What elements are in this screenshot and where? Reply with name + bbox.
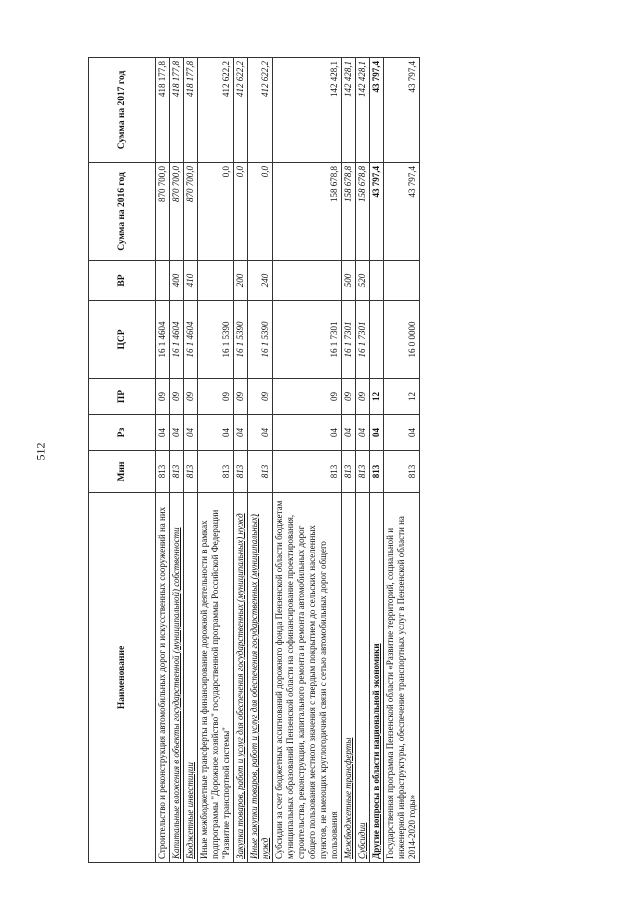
table-row (342, 58, 356, 863)
cell-pr: 09 (156, 379, 170, 415)
cell-rz: 04 (234, 415, 248, 451)
cell-pr: 09 (198, 379, 234, 415)
cell-sum-2016: 43 797,4 (370, 163, 384, 261)
cell-rz: 04 (170, 415, 184, 451)
cell-sum-2016: 870 700,0 (170, 163, 184, 261)
cell-rz: 04 (184, 415, 198, 451)
cell-csr: 16 1 4604 (170, 301, 184, 379)
cell-vr (384, 261, 420, 301)
page-number: 512 (33, 442, 48, 461)
table-row (170, 58, 184, 863)
table-row (198, 58, 234, 863)
cell-csr: 16 1 5390 (248, 301, 273, 379)
cell-name: Другие вопросы в области национальной экономики (370, 493, 384, 863)
cell-sum-2017: 412 622,2 (248, 58, 273, 163)
cell-name: Субсидии за счет бюджетных ассигнований дорожного фонда Пензенской области бюджетам муниципальных образований Пензенской области на софинансирование проектирования, строительства, реконструкции, капитального ремонта и ремонта автомобильных дорог общего пользования местного значения с твердым покрытием до сельских населенных пунктов, не имеющих круглогодичной связи с сетью автомобильных дорог общего пользования (273, 493, 342, 863)
cell-min: 813 (370, 451, 384, 493)
cell-sum-2017: 43 797,4 (370, 58, 384, 163)
header-rz: Рз (89, 415, 156, 451)
cell-min: 813 (273, 451, 342, 493)
table-header-row (89, 58, 156, 863)
cell-name: Межбюджетные трансферты (342, 493, 356, 863)
cell-pr: 09 (342, 379, 356, 415)
cell-name: Бюджетные инвестиции (184, 493, 198, 863)
cell-vr: 410 (184, 261, 198, 301)
cell-rz: 04 (156, 415, 170, 451)
cell-vr: 400 (170, 261, 184, 301)
cell-csr: 16 1 7301 (356, 301, 370, 379)
cell-pr: 09 (356, 379, 370, 415)
cell-min: 813 (342, 451, 356, 493)
cell-sum-2017: 142 428,1 (273, 58, 342, 163)
cell-pr: 09 (273, 379, 342, 415)
cell-sum-2016: 158 678,8 (273, 163, 342, 261)
cell-pr: 09 (248, 379, 273, 415)
cell-sum-2016: 870 700,0 (156, 163, 170, 261)
cell-sum-2016: 158 678,8 (342, 163, 356, 261)
cell-sum-2017: 418 177,8 (156, 58, 170, 163)
budget-table-container (88, 58, 541, 863)
cell-name: Строительство и реконструкция автомобильных дорог и искусственных сооружений на них (156, 493, 170, 863)
cell-vr (273, 261, 342, 301)
cell-sum-2016: 870 700,0 (184, 163, 198, 261)
cell-vr (198, 261, 234, 301)
cell-vr: 200 (234, 261, 248, 301)
cell-min: 813 (184, 451, 198, 493)
cell-rz: 04 (384, 415, 420, 451)
cell-sum-2017: 142 428,1 (356, 58, 370, 163)
cell-name: Иные межбюджетные трансферты на финансирование дорожной деятельности в рамках подпрограммы "Дорожное хозяйство" государственной программы Российской Федерации "Развитие транспортной системы" (198, 493, 234, 863)
table-row (384, 58, 420, 863)
cell-pr: 12 (370, 379, 384, 415)
cell-name: Субсидии (356, 493, 370, 863)
header-sum-2016: Сумма на 2016 год (89, 163, 156, 261)
cell-rz: 04 (248, 415, 273, 451)
cell-sum-2017: 412 622,2 (198, 58, 234, 163)
cell-sum-2016: 0,0 (248, 163, 273, 261)
table-row (356, 58, 370, 863)
cell-vr: 520 (356, 261, 370, 301)
cell-csr: 16 1 5390 (234, 301, 248, 379)
header-min: Мин (89, 451, 156, 493)
cell-csr: 16 1 7301 (342, 301, 356, 379)
cell-pr: 09 (234, 379, 248, 415)
cell-csr: 16 1 4604 (184, 301, 198, 379)
cell-sum-2016: 158 678,8 (356, 163, 370, 261)
cell-rz: 04 (342, 415, 356, 451)
cell-vr (156, 261, 170, 301)
cell-min: 813 (234, 451, 248, 493)
cell-name: Закупка товаров, работ и услуг для обеспечения государственных (муниципальных) нужд (234, 493, 248, 863)
cell-min: 813 (156, 451, 170, 493)
cell-min: 813 (198, 451, 234, 493)
cell-sum-2017: 142 428,1 (342, 58, 356, 163)
cell-sum-2016: 0,0 (234, 163, 248, 261)
table-row (370, 58, 384, 863)
header-sum-2017: Сумма на 2017 год (89, 58, 156, 163)
cell-rz: 04 (198, 415, 234, 451)
cell-csr: 16 1 5390 (198, 301, 234, 379)
header-name: Наименование (89, 493, 156, 863)
cell-csr: 16 0 0000 (384, 301, 420, 379)
table-row (184, 58, 198, 863)
cell-vr (370, 261, 384, 301)
cell-min: 813 (384, 451, 420, 493)
cell-csr (370, 301, 384, 379)
table-row (248, 58, 273, 863)
cell-csr: 16 1 7301 (273, 301, 342, 379)
cell-csr: 16 1 4604 (156, 301, 170, 379)
cell-pr: 12 (384, 379, 420, 415)
cell-rz: 04 (356, 415, 370, 451)
cell-name: Капитальные вложения в объекты государственной (муниципальной) собственности (170, 493, 184, 863)
cell-sum-2017: 418 177,8 (184, 58, 198, 163)
cell-vr: 500 (342, 261, 356, 301)
cell-pr: 09 (170, 379, 184, 415)
cell-rz: 04 (370, 415, 384, 451)
cell-min: 813 (248, 451, 273, 493)
cell-sum-2016: 43 797,4 (384, 163, 420, 261)
cell-rz: 04 (273, 415, 342, 451)
cell-vr: 240 (248, 261, 273, 301)
table-row (234, 58, 248, 863)
table-row (273, 58, 342, 863)
header-pr: ПР (89, 379, 156, 415)
cell-sum-2017: 412 622,2 (234, 58, 248, 163)
cell-min: 813 (356, 451, 370, 493)
cell-sum-2017: 43 797,4 (384, 58, 420, 163)
table-body (156, 58, 420, 863)
cell-sum-2016: 0,0 (198, 163, 234, 261)
cell-name: Иные закупки товаров, работ и услуг для обеспечения государственных (муниципальных) нужд (248, 493, 273, 863)
cell-pr: 09 (184, 379, 198, 415)
header-csr: ЦСР (89, 301, 156, 379)
header-vr: ВР (89, 261, 156, 301)
cell-name: Государственная программа Пензенской области «Развитие территорий, социальной и инженерной инфраструктуры, обеспечение транспортных услуг в Пензенской области на 2014-2020 годы» (384, 493, 420, 863)
cell-sum-2017: 418 177,8 (170, 58, 184, 163)
table-row (156, 58, 170, 863)
cell-min: 813 (170, 451, 184, 493)
budget-table (88, 57, 420, 863)
